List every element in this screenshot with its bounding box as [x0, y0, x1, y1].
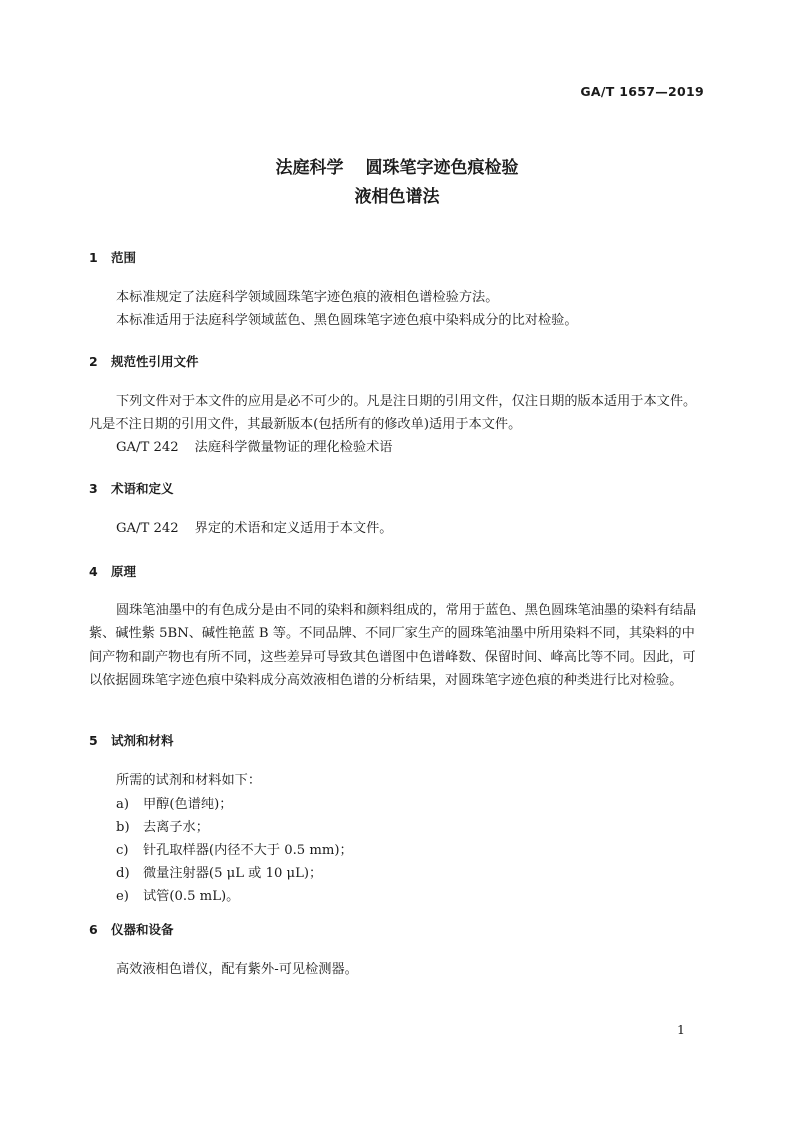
definition-statement: 界定的术语和定义适用于本文件。: [194, 521, 393, 536]
section-2-paragraph-1: 下列文件对于本文件的应用是必不可少的。凡是注日期的引用文件，仅注日期的版本适用于本文件。凡是不注日期的引用文件，其最新版本(包括所有的修改单)适用于本文件。: [89, 394, 697, 433]
section-number: 6: [89, 922, 98, 937]
section-1-paragraph-2: 本标准适用于法庭科学领域蓝色、黑色圆珠笔字迹色痕中染料成分的比对检验。: [116, 313, 578, 328]
section-3-paragraph-1: [116, 517, 392, 536]
title-part-a: 法庭科学: [275, 158, 344, 178]
document-code: GA/T 1657—2019: [580, 84, 704, 99]
section-title: 仪器和设备: [111, 922, 174, 937]
section-number: 5: [89, 733, 98, 748]
section-number: 2: [89, 354, 98, 369]
section-6-heading: [89, 920, 174, 938]
title-part-b: 圆珠笔字迹色痕检验: [365, 158, 519, 178]
section-number: 4: [89, 564, 98, 579]
reference-code: GA/T 242: [116, 521, 179, 536]
list-item-label: d): [116, 866, 130, 881]
reference-code: GA/T 242: [116, 440, 179, 455]
section-1-heading: [89, 248, 136, 266]
section-6-paragraph-1: 高效液相色谱仪，配有紫外-可见检测器。: [116, 962, 358, 977]
document-title-line2: 液相色谱法: [354, 187, 440, 207]
list-item-text: 微量注射器(5 μL 或 10 μL)；: [143, 866, 323, 881]
list-item-label: a): [116, 797, 130, 812]
section-title: 范围: [111, 250, 137, 265]
list-item: [116, 862, 322, 881]
section-title: 原理: [111, 564, 137, 579]
page-number: 1: [677, 1022, 685, 1037]
section-title: 规范性引用文件: [111, 354, 199, 369]
section-5-heading: [89, 731, 174, 749]
section-4-paragraph-1: 圆珠笔油墨中的有色成分是由不同的染料和颜料组成的，常用于蓝色、黑色圆珠笔油墨的染料有结晶紫、碱性紫 5BN、碱性艳蓝 B 等。不同品牌、不同厂家生产的圆珠笔油墨中所用染料不同，其染料的中间产物和副产物也有所不同，这些差异可导致其色谱图中色谱峰数、保留时间、峰高比等不同。因此，可以依据圆珠笔字迹色痕中染料成分高效液相色谱的分析结果，对圆珠笔字迹色痕的种类进行比对检验。: [89, 603, 697, 688]
section-title: 术语和定义: [111, 481, 174, 496]
list-item-text: 去离子水；: [143, 820, 209, 835]
section-2-heading: [89, 352, 199, 370]
normative-reference: [116, 436, 392, 455]
document-title-line1: [0, 153, 794, 178]
section-number: 3: [89, 481, 98, 496]
section-3-heading: [89, 479, 174, 497]
materials-intro: 所需的试剂和材料如下：: [116, 773, 262, 788]
list-item-text: 甲醇(色谱纯)；: [143, 797, 233, 812]
list-item: [116, 793, 232, 812]
list-item: [116, 839, 353, 858]
section-1-paragraph-1: 本标准规定了法庭科学领域圆珠笔字迹色痕的液相色谱检验方法。: [116, 290, 499, 305]
list-item: [116, 816, 209, 835]
list-item-text: 试管(0.5 mL)。: [143, 889, 240, 904]
section-number: 1: [89, 250, 98, 265]
list-item: [116, 885, 239, 904]
list-item-label: e): [116, 889, 129, 904]
section-4-heading: [89, 562, 136, 580]
list-item-text: 针孔取样器(内径不大于 0.5 mm)；: [143, 843, 353, 858]
list-item-label: b): [116, 820, 130, 835]
section-title: 试剂和材料: [111, 733, 174, 748]
list-item-label: c): [116, 843, 129, 858]
reference-title: 法庭科学微量物证的理化检验术语: [194, 440, 393, 455]
